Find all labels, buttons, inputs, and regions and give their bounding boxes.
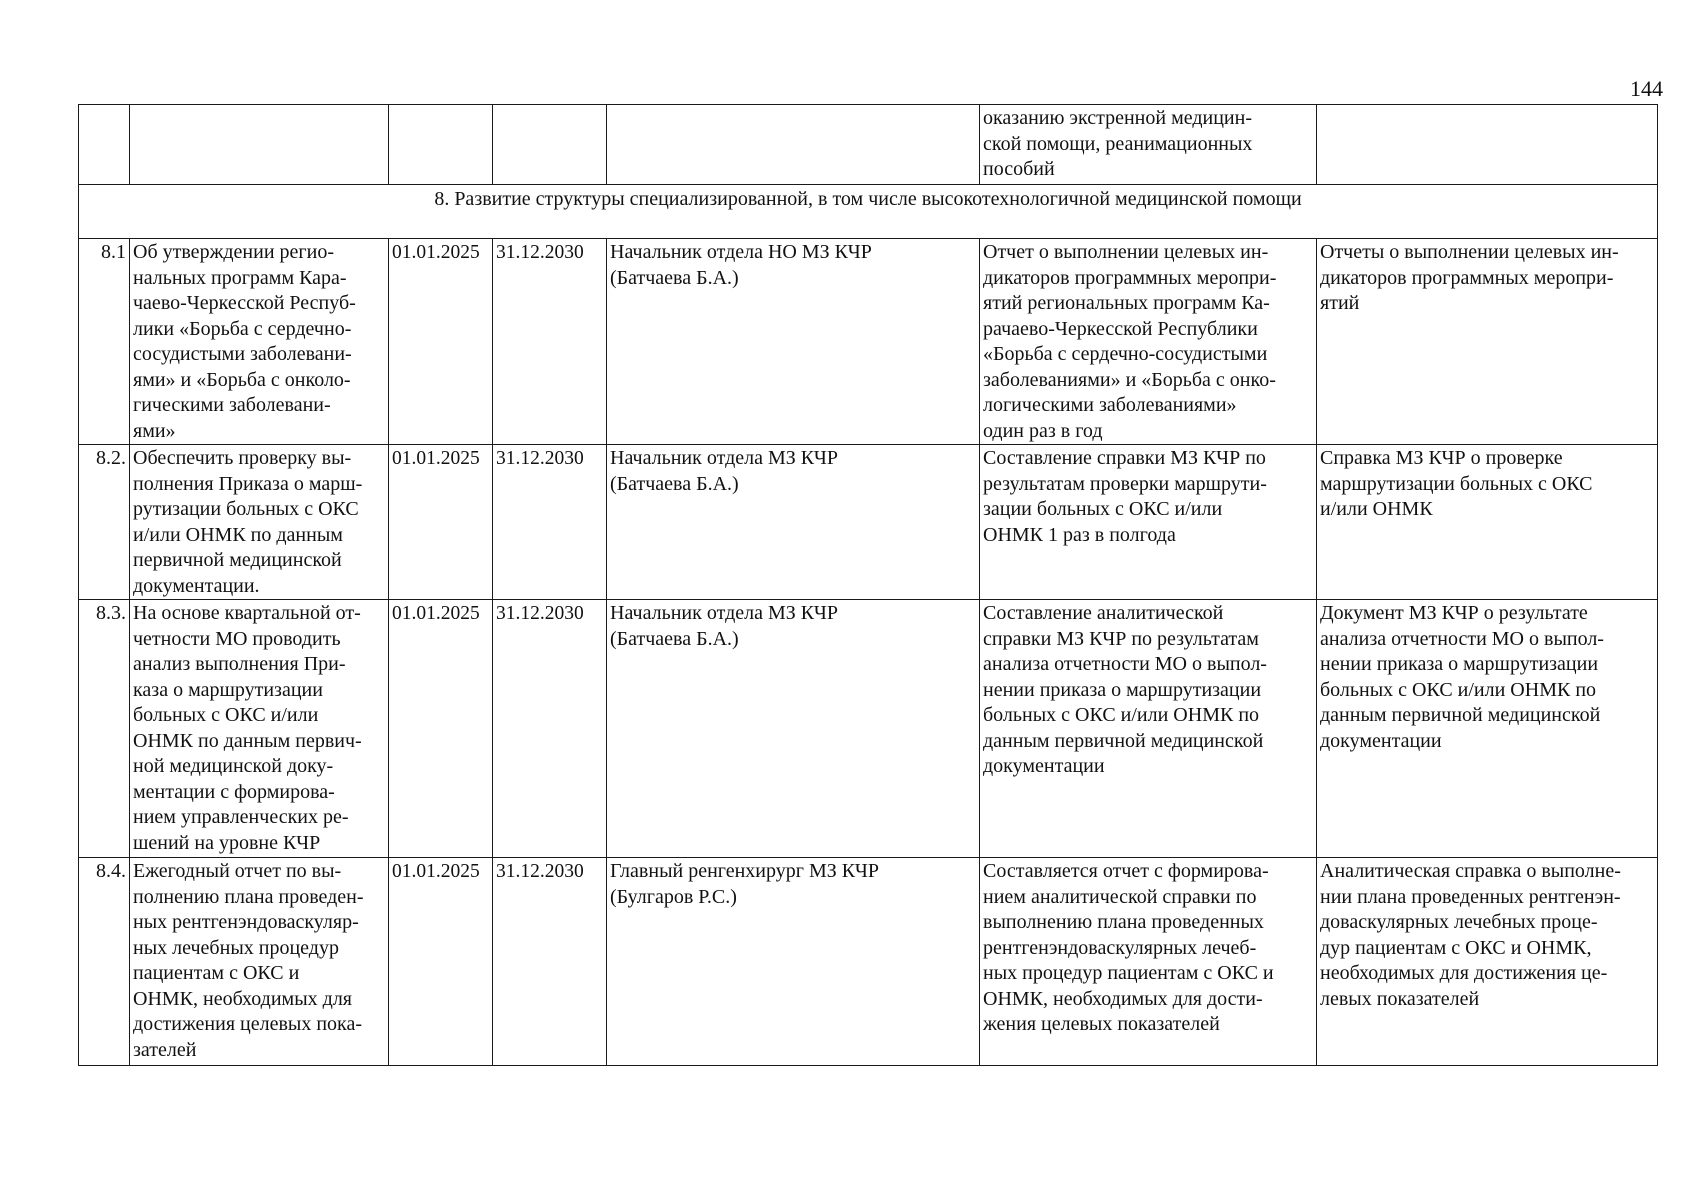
result-text: Аналитическая справка о выполне- нии плана проведенных рентгенэн- доваскулярных лечебных проце- дур пациентам с ОКС и ОНМК, необходимых для достижения це- левых показателей — [1317, 858, 1658, 1066]
section-title: 8. Развитие структуры специализированной, в том числе высокотехнологичной медицинской помощи — [79, 185, 1658, 239]
measure-text: Обеспечить проверку вы- полнения Приказа о марш- рутизации больных с ОКС и/или ОНМК по данным первичной медицинской документации. — [130, 445, 389, 600]
row-number: 8.2. — [79, 445, 130, 600]
cell-empty — [1317, 105, 1658, 185]
cell-empty — [79, 105, 130, 185]
responsible-person: Начальник отдела МЗ КЧР (Батчаева Б.А.) — [607, 600, 980, 858]
start-date: 01.01.2025 — [389, 239, 493, 445]
row-number: 8.3. — [79, 600, 130, 858]
row-number: 8.4. — [79, 858, 130, 1066]
responsible-person: Начальник отдела НО МЗ КЧР (Батчаева Б.А.) — [607, 239, 980, 445]
measure-text: На основе квартальной от- четности МО проводить анализ выполнения При- каза о маршрутизации больных с ОКС и/или ОНМК по данным первич- ной медицинской доку- ментации с формирова- нием управленческих ре- шений на уровне КЧР — [130, 600, 389, 858]
end-date: 31.12.2030 — [493, 239, 607, 445]
measure-text: Ежегодный отчет по вы- полнению плана проведен- ных рентгенэндоваскуляр- ных лечебных процедур пациентам с ОКС и ОНМК, необходимых для достижения целевых пока- зателей — [130, 858, 389, 1066]
characteristic-text: Отчет о выполнении целевых ин- дикаторов программных меропри- ятий региональных программ Ка- рачаево-Черкесской Республики «Борьба с сердечно-сосудистыми заболеваниями» и «Борьба с онко- логическими заболеваниями» один раз в год — [980, 239, 1317, 445]
row-number: 8.1 — [79, 239, 130, 445]
section-row — [79, 185, 1658, 239]
continuation-text: оказанию экстренной медицин- ской помощи, реанимационных пособий — [980, 105, 1317, 185]
result-text: Документ МЗ КЧР о результате анализа отчетности МО о выпол- нении приказа о маршрутизации больных с ОКС и/или ОНМК по данным первичной медицинской документации — [1317, 600, 1658, 858]
start-date: 01.01.2025 — [389, 445, 493, 600]
characteristic-text: Составляется отчет с формирова- нием аналитической справки по выполнению плана проведенных рентгенэндоваскулярных лечеб- ных процедур пациентам с ОКС и ОНМК, необходимых для дости- жения целевых показателей — [980, 858, 1317, 1066]
cell-empty — [389, 105, 493, 185]
measures-table — [78, 104, 1658, 1066]
end-date: 31.12.2030 — [493, 445, 607, 600]
table-row — [79, 239, 1658, 445]
result-text: Отчеты о выполнении целевых ин- дикаторов программных меропри- ятий — [1317, 239, 1658, 445]
end-date: 31.12.2030 — [493, 600, 607, 858]
page-number: 144 — [1630, 76, 1663, 101]
cell-empty — [130, 105, 389, 185]
cell-empty — [607, 105, 980, 185]
start-date: 01.01.2025 — [389, 858, 493, 1066]
responsible-person: Начальник отдела МЗ КЧР (Батчаева Б.А.) — [607, 445, 980, 600]
table-row — [79, 600, 1658, 858]
continuation-row — [79, 105, 1658, 185]
start-date: 01.01.2025 — [389, 600, 493, 858]
characteristic-text: Составление аналитической справки МЗ КЧР по результатам анализа отчетности МО о выпол- нении приказа о маршрутизации больных с ОКС и/или ОНМК по данным первичной медицинской документации — [980, 600, 1317, 858]
cell-empty — [493, 105, 607, 185]
characteristic-text: Составление справки МЗ КЧР по результатам проверки маршрути- зации больных с ОКС и/или ОНМК 1 раз в полгода — [980, 445, 1317, 600]
table-row — [79, 858, 1658, 1066]
measure-text: Об утверждении регио- нальных программ Кара- чаево-Черкесской Респуб- лики «Борьба с сердечно- сосудистыми заболевани- ями» и «Борьба с онколо- гическими заболевани- ями» — [130, 239, 389, 445]
table-row — [79, 445, 1658, 600]
responsible-person: Главный ренгенхирург МЗ КЧР (Булгаров Р.С.) — [607, 858, 980, 1066]
end-date: 31.12.2030 — [493, 858, 607, 1066]
result-text: Справка МЗ КЧР о проверке маршрутизации больных с ОКС и/или ОНМК — [1317, 445, 1658, 600]
